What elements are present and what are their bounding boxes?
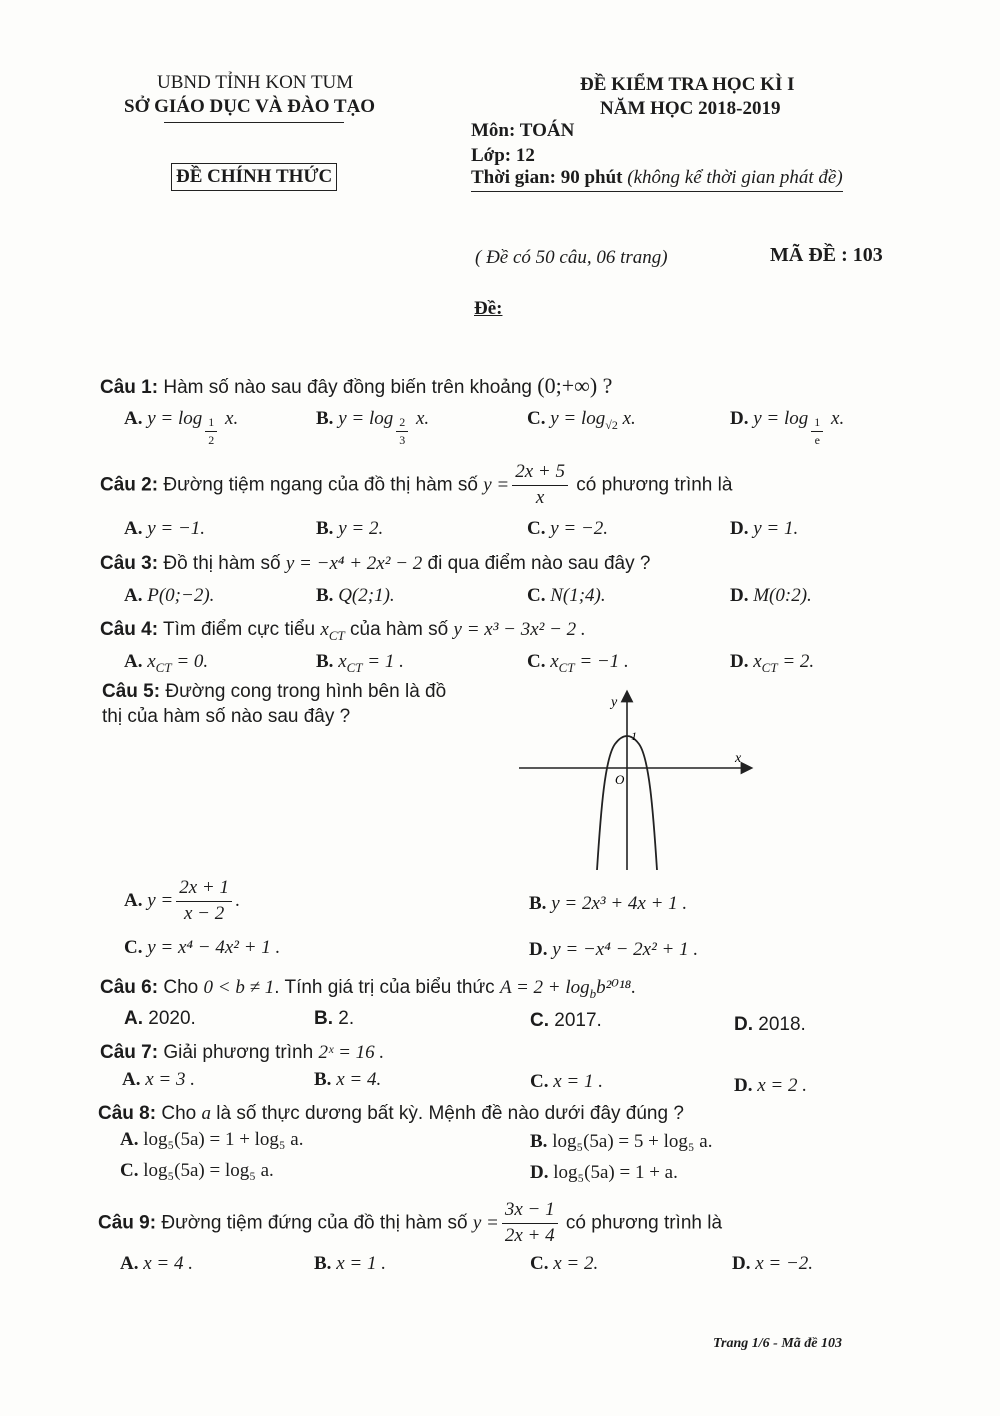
option-var: x. <box>225 408 239 429</box>
option-log: y = log <box>338 408 394 429</box>
q8-option-b: B. log₅(5a) = 5 + log₅ a. <box>530 1131 713 1152</box>
question-text: Hàm số nào sau đây đồng biến trên khoảng <box>163 377 533 398</box>
q8-option-c: C. log₅(5a) = log₅ a. <box>120 1160 274 1181</box>
q6-option-d: D. 2018. <box>734 1014 806 1035</box>
option-log: y = log <box>147 408 203 429</box>
time-note: (không kể thời gian phát đề) <box>627 167 843 188</box>
question-interval: (0;+∞) ? <box>537 373 613 398</box>
q8-option-d: D. log₅(5a) = 1 + a. <box>530 1162 678 1183</box>
log-base: $\frac{1}{e}$ <box>811 416 823 447</box>
q2-option-b: B. y = 2. <box>316 518 384 539</box>
question-7: Câu 7: Giải phương trình 2ˣ = 16 . <box>100 1042 385 1063</box>
x-label: x <box>735 751 742 766</box>
q7-option-b: B. x = 4. <box>314 1069 382 1090</box>
formula-lhs: y = <box>483 474 510 496</box>
q1-option-d <box>730 408 844 447</box>
official-badge: ĐỀ CHÍNH THỨC <box>171 163 337 191</box>
exam-code: MÃ ĐỀ : 103 <box>770 244 883 266</box>
one-label: 1 <box>631 729 637 743</box>
q3-option-c: C. N(1;4). <box>527 585 606 606</box>
option-log: y = log <box>550 408 606 429</box>
section-title: Đề: <box>474 298 503 319</box>
q5-graph <box>515 688 755 873</box>
time-label: Thời gian: 90 phút <box>471 167 623 188</box>
q5-option-d: D. y = −x⁴ − 2x² + 1 . <box>529 939 699 960</box>
header-rule <box>164 122 344 123</box>
q1-option-c <box>527 408 636 433</box>
q1-option-a <box>124 408 238 447</box>
q7-option-d: D. x = 2 . <box>734 1075 807 1096</box>
q3-option-a: A. P(0;−2). <box>124 585 215 606</box>
q3-option-d: D. M(0:2). <box>730 585 812 606</box>
q6-option-b: B. 2. <box>314 1008 355 1029</box>
question-3: Câu 3: Đồ thị hàm số y = −x⁴ + 2x² − 2 đi qua điểm nào sau đây ? <box>100 553 651 574</box>
q4-option-b: B. $x_{CT} = 1$ . <box>316 651 404 675</box>
question-text: Đường tiệm ngang của đồ thị hàm số <box>163 474 478 496</box>
q2-option-d: D. y = 1. <box>730 518 799 539</box>
page-footer: Trang 1/6 - Mã đề 103 <box>713 1336 842 1351</box>
time-line <box>471 167 843 192</box>
option-var: x. <box>622 408 636 429</box>
question-6: Câu 6: Cho 0 < b ≠ 1. Tính giá trị của biểu thức $A = 2 + \log_bb^{2018}$. <box>100 977 637 1001</box>
y-label: y <box>611 695 618 710</box>
q3-option-b: B. Q(2;1). <box>316 585 395 606</box>
option-log: y = log <box>753 408 809 429</box>
q2-option-a: A. y = −1. <box>124 518 206 539</box>
q6-option-a: A. 2020. <box>124 1008 196 1029</box>
q7-option-c: C. x = 1 . <box>530 1071 603 1092</box>
q5-option-a: A. y = $\frac{2x + 1}{x - 2}$ . <box>124 877 240 924</box>
option-letter: A. <box>124 408 143 429</box>
question-label: Câu 1: <box>100 377 159 398</box>
option-var: x. <box>831 408 845 429</box>
count-note: ( Đề có 50 câu, 06 trang) <box>475 247 668 268</box>
q9-option-c: C. x = 2. <box>530 1253 599 1274</box>
q4-option-d: D. $x_{CT} = 2$. <box>730 651 815 675</box>
log-base: √2 <box>605 417 618 432</box>
question-5: Câu 5: Đường cong trong hình bên là đồ <box>102 681 447 702</box>
q9-option-a: A. x = 4 . <box>120 1253 193 1274</box>
q2-option-c: C. y = −2. <box>527 518 609 539</box>
option-letter: B. <box>316 408 334 429</box>
question-label: Câu 2: <box>100 474 159 496</box>
option-letter: C. <box>527 408 546 429</box>
grade: Lớp: 12 <box>471 145 535 166</box>
log-base: $\frac{2}{3}$ <box>396 416 408 447</box>
exam-title: ĐỀ KIỂM TRA HỌC KÌ I <box>580 74 795 95</box>
option-var: x. <box>415 408 430 429</box>
origin-label: O <box>615 772 625 787</box>
q4-option-a: A. $x_{CT} = 0$. <box>124 651 209 675</box>
q1-option-b <box>316 408 429 447</box>
question-2 <box>100 462 732 509</box>
org-line2: SỞ GIÁO DỤC VÀ ĐÀO TẠO <box>124 96 376 117</box>
question-4: Câu 4: Tìm điểm cực tiểu $x_{CT}$ của hàm số y = x³ − 3x² − 2 . <box>100 619 586 643</box>
q5-option-b: B. y = 2x³ + 4x + 1 . <box>529 893 688 914</box>
question-1 <box>100 373 612 399</box>
q9-option-b: B. x = 1 . <box>314 1253 386 1274</box>
fraction: $\frac{2x + 5}{x}$ <box>512 462 568 509</box>
q4-option-c: C. $x_{CT} = -1$ . <box>527 651 629 675</box>
question-tail: có phương trình là <box>576 474 733 496</box>
q6-option-c: C. 2017. <box>530 1010 602 1031</box>
exam-year: NĂM HỌC 2018-2019 <box>600 98 781 119</box>
q9-option-d: D. x = −2. <box>732 1253 814 1274</box>
subject: Môn: TOÁN <box>471 120 575 141</box>
q7-option-a: A. x = 3 . <box>122 1069 195 1090</box>
q5-option-c: C. y = x⁴ − 4x² + 1 . <box>124 937 281 958</box>
question-8: Câu 8: Cho a là số thực dương bất kỳ. Mệnh đề nào dưới đây đúng ? <box>98 1103 684 1124</box>
option-letter: D. <box>730 408 749 429</box>
question-9: Câu 9: Đường tiệm đứng của đồ thị hàm số y = $\frac{3x - 1}{2x + 4}$ có phương trình là <box>98 1199 723 1246</box>
org-line1: UBND TỈNH KON TUM <box>157 72 354 93</box>
q8-option-a: A. log₅(5a) = 1 + log₅ a. <box>120 1129 304 1150</box>
question-5-line2: thị của hàm số nào sau đây ? <box>102 706 351 727</box>
log-base: $\frac{1}{2}$ <box>205 416 217 447</box>
